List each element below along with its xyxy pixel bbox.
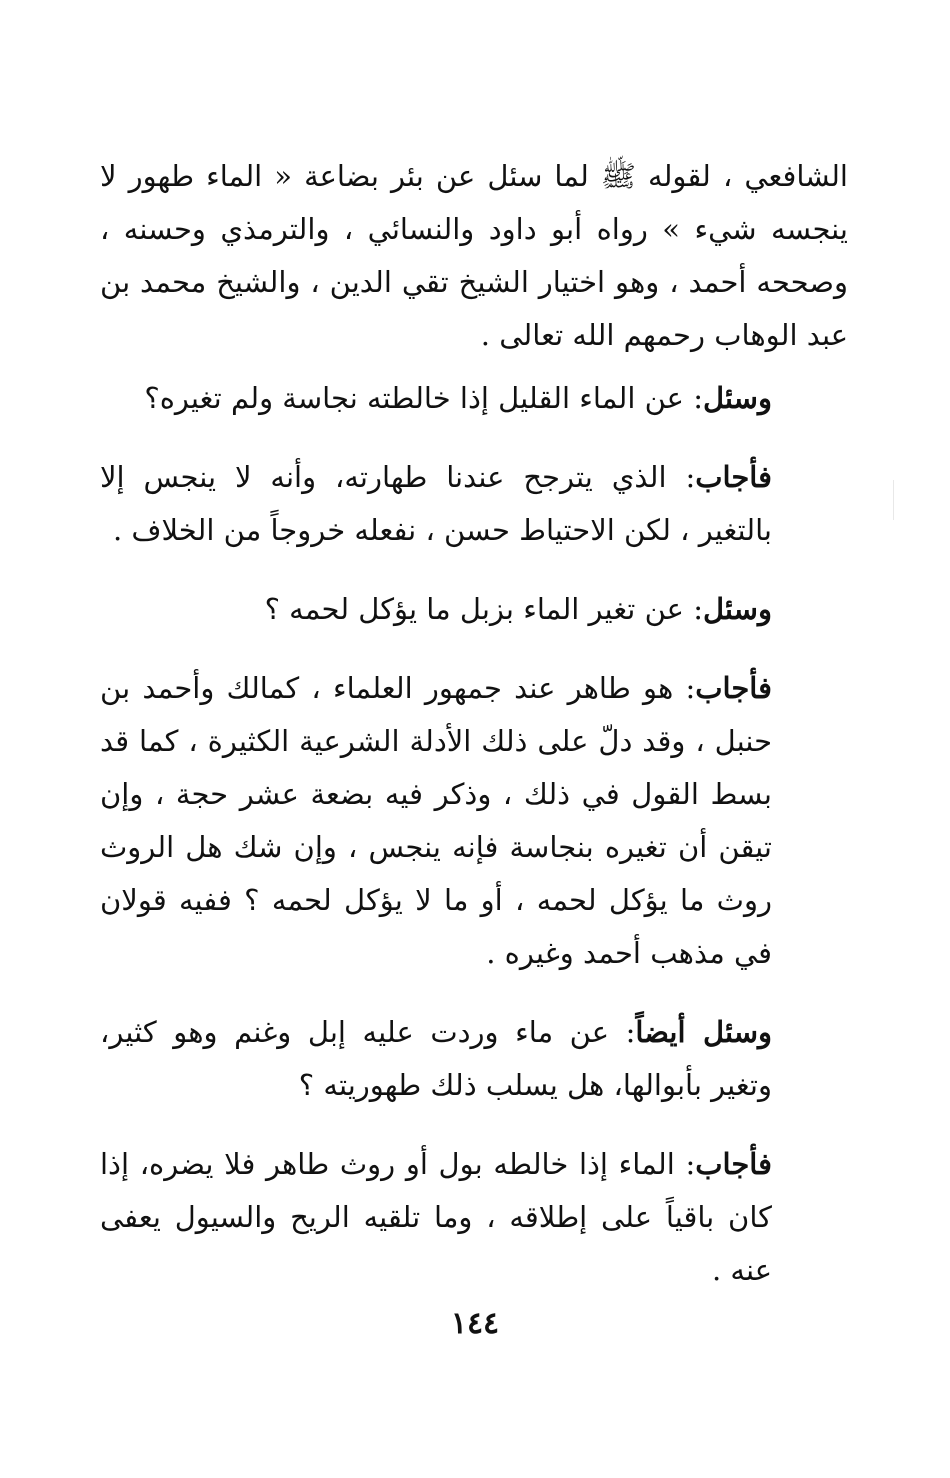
page-body [100, 150, 848, 1297]
paragraph-2-text: : عن الماء القليل إذا خالطته نجاسة ولم تغيره؟ [144, 381, 703, 415]
paragraph-3-text: : الذي يترجح عندنا طهارته، وأنه لا ينجس إلا بالتغير ، لكن الاحتياط حسن ، نفعله خروجاً من الخلاف . [100, 460, 772, 547]
paragraph-1-text: الشافعي ، لقوله ﷺ لما سئل عن بئر بضاعة « الماء طهور لا ينجسه شيء » رواه أبو داود والنسائي ، والترمذي وحسنه ، وصححه أحمد ، وهو اختيار الشيخ تقي الدين ، والشيخ محمد بن عبد الوهاب رحمهم الله تعالى . [100, 159, 848, 352]
paragraph-5-lead: فأجاب [695, 671, 772, 705]
paragraph-1 [100, 150, 848, 362]
paragraph-7 [100, 1138, 848, 1297]
paragraph-2 [100, 372, 848, 425]
paragraph-5 [100, 662, 848, 980]
paragraph-6-lead: وسئل أيضاً [635, 1015, 772, 1049]
paragraph-6-text: : عن ماء وردت عليه إبل وغنم وهو كثير، وتغير بأبوالها، هل يسلب ذلك طهوريته ؟ [100, 1015, 772, 1102]
paragraph-4-text: : عن تغير الماء بزبل ما يؤكل لحمه ؟ [264, 592, 703, 626]
paragraph-3-lead: فأجاب [695, 460, 772, 494]
paragraph-7-lead: فأجاب [695, 1147, 772, 1181]
paragraph-4 [100, 583, 848, 636]
paragraph-7-text: : الماء إذا خالطه بول أو روث طاهر فلا يضره، إذا كان باقياً على إطلاقه ، وما تلقيه الريح والسيول يعفى عنه . [100, 1147, 772, 1287]
paragraph-6 [100, 1006, 848, 1112]
paragraph-4-lead: وسئل [702, 592, 772, 626]
scan-edge-mark [893, 480, 894, 520]
paragraph-2-lead: وسئل [702, 381, 772, 415]
page-number: ١٤٤ [450, 1306, 500, 1341]
paragraph-3 [100, 451, 848, 557]
paragraph-5-text: : هو طاهر عند جمهور العلماء ، كمالك وأحمد بن حنبل ، وقد دلّ على ذلك الأدلة الشرعية الكثيرة ، كما قد بسط القول في ذلك ، وذكر فيه بضعة عشر حجة ، وإن تيقن أن تغيره بنجاسة فإنه ينجس ، وإن شك هل الروث روث ما يؤكل لحمه ، أو ما لا يؤكل لحمه ؟ ففيه قولان في مذهب أحمد وغيره . [100, 671, 772, 970]
